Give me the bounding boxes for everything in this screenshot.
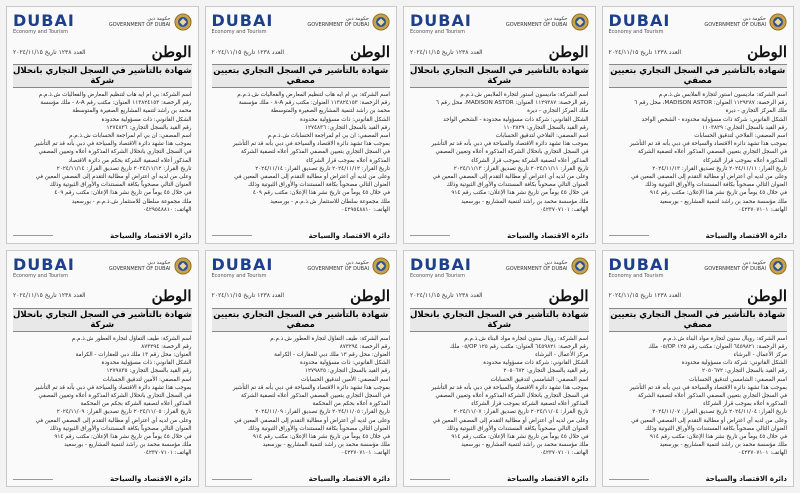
paper-row xyxy=(609,287,788,305)
paper-row xyxy=(13,287,192,305)
notice-line: تاريخ القرار: ٢٠٢٤/١١/٠٤ تاريخ تصديق القرار: ٢٠٢٤/١١/٠٧ xyxy=(652,409,787,416)
dubai-brand-subtitle: Economy and Tourism xyxy=(410,29,465,35)
dubai-brand-subtitle: Economy and Tourism xyxy=(13,29,68,35)
notice-line: الشكل القانوني: ذات مسؤولية محدودة xyxy=(300,360,390,367)
notice-line: في خلال ٤٥ يوماً من تاريخ نشر هذا الإعلان: مكتب رقم ٩١٤ xyxy=(54,433,192,440)
notice-line: العنوان: محل رقم ١٣ ملك دبي للعقارات - الكرامة xyxy=(274,351,390,358)
notice-line: المذكورة أعلاه بموجب قرار الشركاء xyxy=(703,401,787,408)
government-text xyxy=(704,260,766,272)
issue-info: العدد ١٢٣٨ تاريخ ٢٠٢٤/١١/١٥ xyxy=(211,48,285,56)
signature-line xyxy=(410,479,450,480)
signature-line xyxy=(212,235,252,236)
notice-headline: شهادة بالتأشير في السجل التجاري بانحلال شركة xyxy=(410,66,589,86)
dubai-brand-text: DUBAI xyxy=(211,254,274,274)
notice-line: الهاتف: ٠٤٢٩٥٤٨٨١٠ xyxy=(142,206,192,213)
notice-line: اسم المصفي: الأمين لتدقيق الحسابات xyxy=(301,376,390,383)
notice-line: بموجب هذا تشهد دائرة الاقتصاد والسياحة في دبي بأنه قد تم التأشير xyxy=(34,384,192,391)
notice-headline: شهادة بالتأشير في السجل التجاري بتعيين مصفي xyxy=(213,66,389,86)
government-text-ar: حكومة دبي xyxy=(147,259,171,266)
department-name: دائرة الاقتصاد والسياحة xyxy=(308,475,390,483)
newspaper-name: الوطن xyxy=(350,286,390,305)
dubai-emblem-icon xyxy=(372,13,390,31)
government-text xyxy=(109,260,171,272)
government-of-dubai-mark xyxy=(704,13,787,31)
notice-line: المذكور أعلاه لتصفية الشركة بحكم من المحكمة xyxy=(80,401,192,408)
notice-headline: شهادة بالتأشير في السجل التجاري بانحلال شركة xyxy=(13,309,192,330)
notice-headline: شهادة بالتأشير في السجل التجاري بانحلال شركة xyxy=(410,309,589,330)
notice-line: ملك المركز التجاري - ديرة xyxy=(725,108,787,115)
notice-line: الشكل القانوني: ذات مسؤولية محدودة xyxy=(300,116,390,123)
dubai-economy-logo xyxy=(410,13,472,35)
notice-line: وعلى من لديه أي اعتراض أو مطالبة التقدم إلى المصفي المعين في xyxy=(35,174,192,181)
notice-line: رقم الرخصة: ١١٢٩٣٨٧ العنوان: MADISON ASTOR، محل رقم ٦ xyxy=(435,100,589,107)
notice-line: العنوان التالي مصحوباً بكافة المستندات والأوراق الثبوتية وذلك xyxy=(49,425,192,432)
notice-header xyxy=(13,13,192,41)
notice-header xyxy=(211,254,391,285)
notice-line: في السجل التجاري بانحلال الشركة المذكورة أعلاه وتعيين المصفي xyxy=(38,392,192,399)
notice-line: اسم المصفي: الشامسي لتدقيق الحسابات xyxy=(689,376,787,383)
notice-line: تاريخ القرار: ٢٠٢٤/١١/١١ تاريخ تصديق القرار: ٢٠٢٤/١١/١٣ xyxy=(652,165,787,172)
notice-line: الشكل القانوني: شركة ذات مسؤولية محدودة xyxy=(483,360,589,367)
department-name: دائرة الاقتصاد والسياحة xyxy=(110,231,192,240)
newspaper-name: الوطن xyxy=(548,43,589,61)
notice-card-5 xyxy=(6,250,199,488)
notice-line: رقم الرخصة: ١١٢٩٣٨٧ العنوان: MADISON ASTOR، محل رقم ٦ xyxy=(634,100,787,107)
dubai-emblem-icon xyxy=(769,13,787,31)
government-of-dubai-mark xyxy=(109,13,192,31)
dubai-brand-text: DUBAI xyxy=(410,11,472,30)
notice-line: ملك مؤسسة محمد بن راشد لتنمية المشاريع - بورسعيد xyxy=(64,442,192,449)
notice-line: الهاتف: ٠٤٢٣٧٠٧١٠١ xyxy=(341,450,390,457)
issue-info: العدد ١٢٣٨ تاريخ ٢٠٢٤/١١/١٥ xyxy=(608,48,682,56)
paper-row xyxy=(410,43,589,61)
notice-line: في خلال ٤٥ يوماً من تاريخ نشر هذا الإعلان: مكتب رقم ٤٠٩ xyxy=(54,190,192,197)
notice-line: اسم المصفي: الفلاحي لتدقيق الحسابات xyxy=(694,133,787,140)
notice-line: العنوان التالي مصحوباً بكافة المستندات والأوراق الثبوتية وذلك xyxy=(644,182,787,189)
notice-footer xyxy=(410,475,589,483)
government-text-en: GOVERNMENT OF DUBAI xyxy=(704,265,766,272)
government-text-en: GOVERNMENT OF DUBAI xyxy=(505,22,568,28)
notice-line: العنوان التالي مصحوباً بكافة المستندات والأوراق الثبوتية وذلك xyxy=(247,182,390,189)
notice-line: المذكور أعلاه لتصفية الشركة بحكم من دائرة الاقتصاد xyxy=(68,157,192,164)
notice-line: المذكورة أعلاه بموجب قرار الشركاء xyxy=(703,157,787,164)
dubai-brand-text: DUBAI xyxy=(13,254,75,274)
notice-line: وعلى من لديه أي اعتراض أو مطالبة التقدم إلى المصفي المعين في xyxy=(432,174,589,181)
dubai-economy-logo xyxy=(13,13,75,35)
notice-headline: شهادة بالتأشير في السجل التجاري بتعيين مصفي xyxy=(213,309,389,330)
notice-line: محمد بن راشد لتنمية المشاريع الصغيرة والمتوسطة xyxy=(72,108,192,115)
notice-header xyxy=(608,254,788,285)
dubai-economy-logo xyxy=(13,254,75,279)
department-name: دائرة الاقتصاد والسياحة xyxy=(507,475,589,483)
government-text-ar: حكومة دبي xyxy=(742,16,766,22)
notice-header xyxy=(410,13,589,41)
notice-line: وعلى من لديه أي اعتراض أو مطالبة التقدم إلى المصفي المعين في xyxy=(35,417,192,424)
signature-line xyxy=(13,235,53,236)
notice-line: في السجل التجاري بانحلال الشركة المذكورة أعلاه وتعيين المصفي xyxy=(435,149,589,156)
signature-line xyxy=(609,235,649,236)
notice-footer xyxy=(609,232,788,240)
notice-card-7 xyxy=(403,250,596,488)
dubai-brand-text: DUBAI xyxy=(410,254,472,274)
notice-line: في السجل التجاري بتعيين المصفي المذكور أعلاه لتصفية الشركة xyxy=(637,392,787,399)
department-name: دائرة الاقتصاد والسياحة xyxy=(308,231,390,240)
notice-line: في خلال ٤٥ يوماً من تاريخ نشر هذا الإعلان: مكتب رقم ٩١٤ xyxy=(649,433,787,440)
dubai-emblem-icon xyxy=(571,257,589,275)
notice-line: تاريخ القرار: ٢٠٢٤/١١/٠٥ تاريخ تصديق القرار: ٢٠٢٤/١١/٠٩ xyxy=(56,409,192,416)
dubai-brand-subtitle: Economy and Tourism xyxy=(211,29,267,35)
notice-body xyxy=(13,335,192,458)
notice-line: اسم المصفي: ان بي ام لمراجعة الحسابات ش.ذ.م.م xyxy=(267,133,390,140)
dubai-emblem-icon xyxy=(372,257,390,275)
notice-line: في السجل التجاري بتعيين المصفي المذكور أعلاه لتصفية الشركة xyxy=(637,149,787,156)
notice-line: اسم الشركة: بي ام ايه هاب لتنظيم المعارض والفعاليات ش.ذ.م.م xyxy=(38,92,192,98)
department-name: دائرة الاقتصاد والسياحة xyxy=(705,475,787,483)
notice-footer xyxy=(212,475,391,483)
notice-line: مركز الأعمال - البرشاء xyxy=(733,351,787,358)
signature-line xyxy=(609,479,649,480)
notice-line: المذكورة أعلاه بموجب قرار الشركاء xyxy=(306,157,390,164)
dubai-economy-logo xyxy=(410,254,472,279)
dubai-emblem-icon xyxy=(174,13,192,31)
notice-line: العنوان التالي مصحوباً بكافة المستندات والأوراق الثبوتية وذلك xyxy=(446,425,589,432)
government-text-en: GOVERNMENT OF DUBAI xyxy=(307,265,369,272)
notice-line: رقم الرخصة: ٦٤٥٩٨٢١ العنوان: مكتب رقم ١٢٥ OP/٠٥ ملك xyxy=(449,343,589,350)
notice-line: الهاتف: ٠٤٢٣٧٠٧١٠١ xyxy=(142,450,192,457)
notice-line: تاريخ القرار: ٢٠٢٤/١١/٠٥ تاريخ تصديق القرار: ٢٠٢٤/١١/٠٩ xyxy=(255,409,390,416)
notice-line: وعلى من لديه أي اعتراض أو مطالبة التقدم إلى المصفي المعين في xyxy=(234,174,390,181)
department-name: دائرة الاقتصاد والسياحة xyxy=(507,231,589,240)
notice-line: في السجل التجاري بانحلال الشركة المذكورة أعلاه وتعيين المصفي xyxy=(38,149,192,156)
paper-row xyxy=(212,43,391,61)
notice-line: ملك المركز التجاري - ديرة xyxy=(527,108,589,115)
department-name: دائرة الاقتصاد والسياحة xyxy=(110,475,192,483)
notice-line: رقم الرخصة: ٨٧٣٢٩٤ xyxy=(339,343,390,350)
notice-line: رقم القيد بالسجل التجاري: ١٢٧٩٨٣٥ xyxy=(305,368,390,375)
dubai-brand-subtitle: Economy and Tourism xyxy=(410,272,465,279)
government-text-en: GOVERNMENT OF DUBAI xyxy=(307,22,369,28)
issue-info: العدد ١٢٣٨ تاريخ ٢٠٢٤/١١/١٥ xyxy=(13,48,86,56)
notice-line: اسم الشركة: طيف التفاؤل لتجارة العطور ش.ذ.م.م xyxy=(71,335,192,342)
government-text-ar: حكومة دبي xyxy=(544,16,568,22)
notice-headline: شهادة بالتأشير في السجل التجاري بتعيين مصفي xyxy=(610,66,786,86)
notice-card-1 xyxy=(6,6,199,244)
notice-line: في السجل التجاري بتعيين المصفي المذكور أعلاه لتصفية الشركة xyxy=(240,392,390,399)
notice-header xyxy=(410,254,589,285)
notice-line: العنوان: محل رقم ١٣ ملك دبي للعقارات - الكرامة xyxy=(75,351,192,358)
notice-line: العنوان التالي مصحوباً بكافة المستندات والأوراق الثبوتية وذلك xyxy=(49,182,192,189)
paper-row xyxy=(609,43,788,61)
issue-info: العدد ١٢٣٨ تاريخ ٢٠٢٤/١١/١٥ xyxy=(410,292,483,299)
notice-line: رقم الرخصة: ٦٤٥٩٨٢١ العنوان: مكتب رقم ١٢٥ OP/٠٥ ملك xyxy=(648,343,787,350)
notice-line: رقم القيد بالسجل التجاري: ٢٠٥٠٦٧٢ xyxy=(702,368,787,375)
dubai-economy-logo xyxy=(609,13,671,35)
issue-info: العدد ١٢٣٨ تاريخ ٢٠٢٤/١١/١٥ xyxy=(608,292,682,299)
government-text-ar: حكومة دبي xyxy=(345,259,369,266)
notice-card-6 xyxy=(205,250,398,488)
dubai-brand-text: DUBAI xyxy=(608,254,671,274)
notice-header xyxy=(13,254,192,285)
issue-info: العدد ١٢٣٨ تاريخ ٢٠٢٤/١١/١٥ xyxy=(13,292,86,299)
notice-line: تاريخ القرار: ٢٠٢٤/١١/١١ تاريخ تصديق القرار: ٢٠٢٤/١١/١٣ xyxy=(453,165,589,172)
notice-line: المذكور أعلاه لتصفية الشركة بموجب قرار الشركاء xyxy=(471,401,589,408)
notice-line: الهاتف: ٠٤٢٩٥٤٨٨١٠ xyxy=(341,206,390,213)
notice-body xyxy=(212,335,391,458)
notice-line: وعلى من لديه أي اعتراض أو مطالبة التقدم إلى المصفي المعين في xyxy=(631,174,787,181)
notice-footer xyxy=(410,232,589,240)
notice-line: في خلال ٤٥ يوماً من تاريخ نشر هذا الإعلان: مكتب رقم ٩١٤ xyxy=(451,433,589,440)
dubai-emblem-icon xyxy=(571,13,589,31)
notice-line: رقم القيد بالسجل التجاري: ١٢٧٩٨٣٥ xyxy=(106,368,192,375)
notice-line: الشكل القانوني: شركة ذات مسؤولية محدودة - الشخص الواحد xyxy=(641,116,787,123)
notice-body xyxy=(609,91,788,214)
signature-line xyxy=(410,235,450,236)
notice-line: الهاتف: ٠٤٢٣٧٠٧١٠١ xyxy=(539,450,589,457)
notice-body xyxy=(410,91,589,214)
newspaper-name: الوطن xyxy=(747,43,787,61)
notice-line: اسم المصفي: الأمين لتدقيق الحسابات xyxy=(102,376,192,383)
notice-footer xyxy=(609,475,788,483)
notice-header xyxy=(609,13,788,41)
government-text-ar: حكومة دبي xyxy=(544,259,568,266)
notice-line: ملك مجموعة سلطان للاستثمار ش.ذ.م.م - بورسعيد xyxy=(71,198,192,205)
notice-line: في السجل التجاري بتعيين المصفي المذكور أعلاه لتصفية الشركة xyxy=(240,149,390,156)
dubai-emblem-icon xyxy=(769,257,787,275)
government-text xyxy=(704,16,766,28)
notice-line: اسم الشركة: رويال ستون لتجارة مواد البناء ش.ذ.م.م xyxy=(662,335,787,342)
notice-line: مركز الأعمال - البرشاء xyxy=(535,351,589,358)
notice-line: رقم القيد بالسجل التجاري: ١٢٧٤٨٣٦ xyxy=(106,124,192,131)
notice-body xyxy=(410,335,589,458)
dubai-brand-text: DUBAI xyxy=(608,11,671,30)
notice-line: اسم المصفي: ان بي ام لمراجعة الحسابات ش.ذ.م.م xyxy=(69,133,192,140)
notice-line: رقم القيد بالسجل التجاري: ١٢٧٤٨٣٦ xyxy=(305,124,390,131)
notice-line: المذكورة أعلاه بحكم من المحكمة xyxy=(312,401,390,408)
government-of-dubai-mark xyxy=(506,13,589,31)
notice-line: الشكل القانوني: ذات مسؤولية محدودة xyxy=(101,116,192,123)
dubai-brand-subtitle: Economy and Tourism xyxy=(608,29,664,35)
notice-header xyxy=(212,13,391,41)
notice-card-4 xyxy=(602,6,795,244)
dubai-brand-text: DUBAI xyxy=(211,11,274,30)
notice-line: ملك مجموعة سلطان للاستثمار ش.ذ.م.م - بورسعيد xyxy=(270,198,390,205)
notice-line: الهاتف: ٠٤٢٣٧٠٧١٠١ xyxy=(738,206,787,213)
department-name: دائرة الاقتصاد والسياحة xyxy=(705,231,787,240)
notice-line: وعلى من لديه أي اعتراض أو مطالبة التقدم إلى المصفي المعين في xyxy=(432,417,589,424)
notice-card-2 xyxy=(205,6,398,244)
notice-line: اسم المصفي: الفلاحي لتدقيق الحسابات xyxy=(495,133,589,140)
notice-card-3 xyxy=(403,6,596,244)
government-text xyxy=(109,16,171,28)
newspaper-name: الوطن xyxy=(151,43,192,61)
notice-line: ملك مؤسسة محمد بن راشد لتنمية المشاريع - بورسعيد xyxy=(461,198,589,205)
notice-footer xyxy=(212,232,391,240)
government-text-en: GOVERNMENT OF DUBAI xyxy=(108,22,171,28)
government-text-ar: حكومة دبي xyxy=(742,259,766,266)
paper-row xyxy=(13,43,192,61)
dubai-brand-subtitle: Economy and Tourism xyxy=(608,272,664,279)
notice-line: رقم القيد بالسجل التجاري: ٢٠٥٠٦٧٢ xyxy=(503,368,589,375)
notice-body xyxy=(609,335,788,458)
government-of-dubai-mark xyxy=(307,13,390,31)
government-text-en: GOVERNMENT OF DUBAI xyxy=(704,22,766,28)
government-of-dubai-mark xyxy=(109,257,192,275)
dubai-emblem-icon xyxy=(174,257,192,275)
dubai-economy-logo xyxy=(212,13,274,35)
notice-line: العنوان التالي مصحوباً بكافة المستندات والأوراق الثبوتية وذلك xyxy=(644,425,787,432)
notice-line: تاريخ القرار: ٢٠٢٤/١١/٠٤ تاريخ تصديق القرار: ٢٠٢٤/١١/٠٧ xyxy=(453,409,589,416)
notice-line: وعلى من لديه أي اعتراض أو مطالبة التقدم إلى المصفي المعين في xyxy=(631,417,787,424)
notice-line: ملك مؤسسة محمد بن راشد لتنمية المشاريع - بورسعيد xyxy=(262,442,390,449)
dubai-brand-subtitle: Economy and Tourism xyxy=(211,272,267,279)
government-text-ar: حكومة دبي xyxy=(345,16,369,22)
notice-footer xyxy=(13,475,192,483)
paper-row xyxy=(410,287,589,305)
paper-row xyxy=(212,287,391,305)
newspaper-name: الوطن xyxy=(350,43,390,61)
newspaper-name: الوطن xyxy=(747,286,787,305)
notice-line: رقم القيد بالسجل التجاري: ١١٠٣٨٢٩ xyxy=(503,124,589,131)
notice-line: المذكور أعلاه لتصفية الشركة بموجب قرار الشركاء xyxy=(471,157,589,164)
notice-line: بموجب هذا تشهد دائرة الاقتصاد والسياحة في دبي بأنه قد تم التأشير xyxy=(232,141,390,148)
notice-line: تاريخ القرار: ٢٠٢٤/١١/١٢ تاريخ تصديق القرار: ٢٠٢٤/١١/١٤ xyxy=(255,165,390,172)
notice-footer xyxy=(13,232,192,240)
notice-line: رقم الرخصة: ١١٣٨٢٤١٥٣ العنوان: مكتب رقم A-٨ - ملك مؤسسة xyxy=(40,100,192,107)
notice-line: الشكل القانوني: شركة ذات مسؤولية محدودة - الشخص الواحد xyxy=(443,116,589,123)
notice-body xyxy=(212,91,391,214)
newspaper-name: الوطن xyxy=(151,286,192,305)
dubai-brand-text: DUBAI xyxy=(13,11,75,30)
government-text-ar: حكومة دبي xyxy=(147,16,171,22)
notice-body xyxy=(13,91,192,214)
notice-line: الشكل القانوني: ذات مسؤولية محدودة xyxy=(101,360,192,367)
notice-line: ملك مؤسسة محمد بن راشد لتنمية المشاريع - بورسعيد xyxy=(659,198,787,205)
notice-line: الهاتف: ٠٤٢٣٧٠٧١٠١ xyxy=(738,450,787,457)
government-of-dubai-mark xyxy=(307,257,390,275)
notice-headline: شهادة بالتأشير في السجل التجاري بانحلال شركة xyxy=(13,66,192,86)
notice-line: بموجب هذا تشهد دائرة الاقتصاد والسياحة في دبي بأنه قد تم التأشير xyxy=(232,384,390,391)
notice-line: ملك مؤسسة محمد بن راشد لتنمية المشاريع - بورسعيد xyxy=(659,442,787,449)
dubai-brand-subtitle: Economy and Tourism xyxy=(13,272,68,279)
notice-line: رقم الرخصة: ١١٣٨٢٤١٥٣ العنوان: مكتب رقم A-٨ - ملك مؤسسة xyxy=(238,100,390,107)
government-of-dubai-mark xyxy=(704,257,787,275)
notice-line: بموجب هذا تشهد دائرة الاقتصاد والسياحة في دبي بأنه قد تم التأشير xyxy=(431,384,589,391)
notice-line: رقم القيد بالسجل التجاري: ١١٠٣٨٢٩ xyxy=(702,124,787,131)
notice-line: اسم الشركة: بي ام ايه هاب لتنظيم المعارض والفعاليات ش.ذ.م.م xyxy=(237,92,390,98)
notice-line: اسم الشركة: ماديسون استور لتجارة الملابس ش.ذ.م.م xyxy=(460,92,589,98)
notice-line: اسم الشركة: طيف التفاؤل لتجارة العطور ش.ذ.م.م xyxy=(270,335,390,342)
notice-line: ملك مؤسسة محمد بن راشد لتنمية المشاريع - بورسعيد xyxy=(461,442,589,449)
government-text xyxy=(506,260,568,272)
dubai-economy-logo xyxy=(608,254,671,279)
signature-line xyxy=(212,479,252,480)
notice-line: محمد بن راشد لتنمية المشاريع الصغيرة والمتوسطة xyxy=(270,108,390,115)
notice-line: العنوان التالي مصحوباً بكافة المستندات والأوراق الثبوتية وذلك xyxy=(247,425,390,432)
dubai-economy-logo xyxy=(211,254,274,279)
notice-headline: شهادة بالتأشير في السجل التجاري بتعيين مصفي xyxy=(610,309,786,330)
notice-line: في خلال ٤٥ يوماً من تاريخ نشر هذا الإعلان: مكتب رقم ٤٠٩ xyxy=(252,190,390,197)
notice-line: في خلال ٤٥ يوماً من تاريخ نشر هذا الإعلان: مكتب رقم ٩١٤ xyxy=(649,190,787,197)
notice-line: بموجب هذا تشهد دائرة الاقتصاد والسياحة في دبي بأنه قد تم التأشير xyxy=(34,141,192,148)
notice-line: الهاتف: ٠٤٢٣٧٠٧١٠١ xyxy=(539,206,589,213)
issue-info: العدد ١٢٣٨ تاريخ ٢٠٢٤/١١/١٥ xyxy=(211,292,285,299)
notice-line: بموجب هذا تشهد دائرة الاقتصاد والسياحة في دبي بأنه قد تم التأشير xyxy=(431,141,589,148)
government-text-en: GOVERNMENT OF DUBAI xyxy=(108,265,171,272)
government-of-dubai-mark xyxy=(506,257,589,275)
notice-line: في خلال ٤٥ يوماً من تاريخ نشر هذا الإعلان: مكتب رقم ٩١٤ xyxy=(252,433,390,440)
notice-line: في خلال ٤٥ يوماً من تاريخ نشر هذا الإعلان: مكتب رقم ٩١٤ xyxy=(451,190,589,197)
notice-line: في السجل التجاري بانحلال الشركة المذكورة أعلاه وتعيين المصفي xyxy=(435,392,589,399)
signature-line xyxy=(13,479,53,480)
notice-line: اسم الشركة: رويال ستون لتجارة مواد البناء ش.ذ.م.م xyxy=(464,335,589,342)
notice-line: رقم الرخصة: ٨٧٣٢٩٤ xyxy=(141,343,192,350)
notice-line: العنوان التالي مصحوباً بكافة المستندات والأوراق الثبوتية وذلك xyxy=(446,182,589,189)
government-text xyxy=(307,260,369,272)
newspaper-name: الوطن xyxy=(548,286,589,305)
notice-line: الشكل القانوني: شركة ذات مسؤولية محدودة xyxy=(681,360,787,367)
notice-card-8 xyxy=(602,250,795,488)
notice-line: بموجب هذا تشهد دائرة الاقتصاد والسياحة في دبي بأنه قد تم التأشير xyxy=(629,384,787,391)
issue-info: العدد ١٢٣٨ تاريخ ٢٠٢٤/١١/١٥ xyxy=(410,48,483,56)
notice-line: اسم المصفي: الشامسي لتدقيق الحسابات xyxy=(490,376,589,383)
notice-line: وعلى من لديه أي اعتراض أو مطالبة التقدم إلى المصفي المعين في xyxy=(234,417,390,424)
government-text xyxy=(307,16,369,28)
notice-line: اسم الشركة: ماديسون استور لتجارة الملابس ش.ذ.م.م xyxy=(658,92,787,98)
government-text-en: GOVERNMENT OF DUBAI xyxy=(505,265,568,272)
government-text xyxy=(506,16,568,28)
notice-line: بموجب هذا تشهد دائرة الاقتصاد والسياحة في دبي بأنه قد تم التأشير xyxy=(629,141,787,148)
notice-line: تاريخ القرار: ٢٠٢٤/١١/١٢ تاريخ تصديق القرار: ٢٠٢٤/١١/١٤ xyxy=(56,165,192,172)
